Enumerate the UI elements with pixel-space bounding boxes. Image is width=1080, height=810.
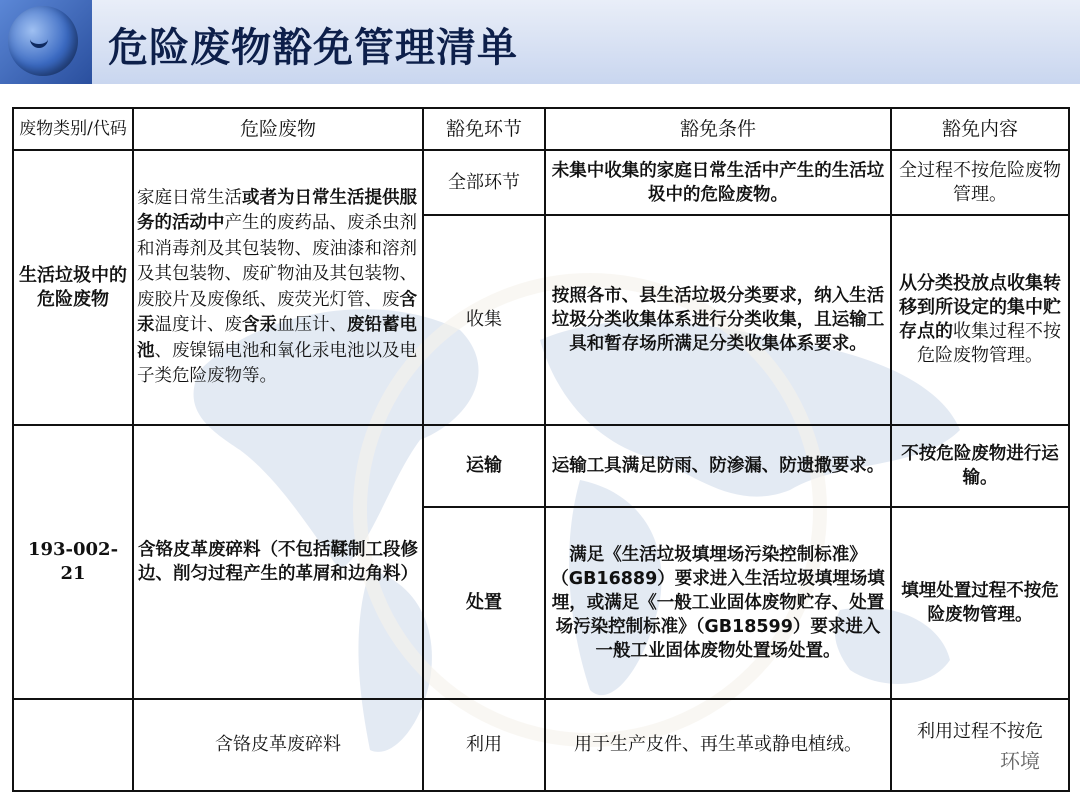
watermark-badge: 环境 [1000, 745, 1040, 774]
header-content: 豁免内容 [891, 108, 1069, 150]
content-collect: 从分类投放点收集转移到所设定的集中贮存点的收集过程不按危险废物管理。 [891, 215, 1069, 425]
header-category: 废物类别/代码 [13, 108, 133, 150]
stage-all: 全部环节 [423, 150, 545, 215]
logo-icon [0, 0, 92, 84]
waste-chrome-leather: 含铬皮革废碎料（不包括鞣制工段修边、削匀过程产生的革屑和边角料） [133, 425, 423, 699]
header-condition: 豁免条件 [545, 108, 891, 150]
table-row [13, 425, 1069, 507]
page-title: 危险废物豁免管理清单 [108, 25, 518, 71]
content-dispose: 填埋处置过程不按危险废物管理。 [891, 507, 1069, 699]
header-stage: 豁免环节 [423, 108, 545, 150]
header-waste: 危险废物 [133, 108, 423, 150]
waste-chrome-scrap: 含铬皮革废碎料 [133, 699, 423, 791]
condition-transport: 运输工具满足防雨、防渗漏、防遗撒要求。 [545, 425, 891, 507]
table-row [13, 699, 1069, 791]
exemption-table [12, 107, 1070, 792]
stage-collect: 收集 [423, 215, 545, 425]
condition-dispose: 满足《生活垃圾填埋场污染控制标准》（GB16889）要求进入生活垃圾填埋场填埋，或满足《一般工业固体废物贮存、处置场污染控制标准》（GB18599）要求进入一般工业固体废物处置场处置。 [545, 507, 891, 699]
condition-use: 用于生产皮件、再生革或静电植绒。 [545, 699, 891, 791]
content-transport: 不按危险废物进行运输。 [891, 425, 1069, 507]
condition-collect: 按照各市、县生活垃圾分类要求，纳入生活垃圾分类收集体系进行分类收集，且运输工具和暂存场所满足分类收集体系要求。 [545, 215, 891, 425]
condition-all: 未集中收集的家庭日常生活中产生的生活垃圾中的危险废物。 [545, 150, 891, 215]
stage-use: 利用 [423, 699, 545, 791]
table-row [13, 150, 1069, 215]
waste-household: 家庭日常生活或者为日常生活提供服务的活动中产生的废药品、废杀虫剂和消毒剂及其包装物、废油漆和溶剂及其包装物、废矿物油及其包装物、废胶片及废像纸、废荧光灯管、废含汞温度计、废含汞血压计、废铅蓄电池、废镍镉电池和氧化汞电池以及电子类危险废物等。 [133, 150, 423, 425]
content-all: 全过程不按危险废物管理。 [891, 150, 1069, 215]
header-band [0, 0, 1080, 84]
stage-transport: 运输 [423, 425, 545, 507]
stage-dispose: 处置 [423, 507, 545, 699]
table-header-row [13, 108, 1069, 150]
category-empty [13, 699, 133, 791]
category-household: 生活垃圾中的危险废物 [13, 150, 133, 425]
content-use: 利用过程不按危 [891, 699, 1069, 791]
code-193: 193-002-21 [13, 425, 133, 699]
